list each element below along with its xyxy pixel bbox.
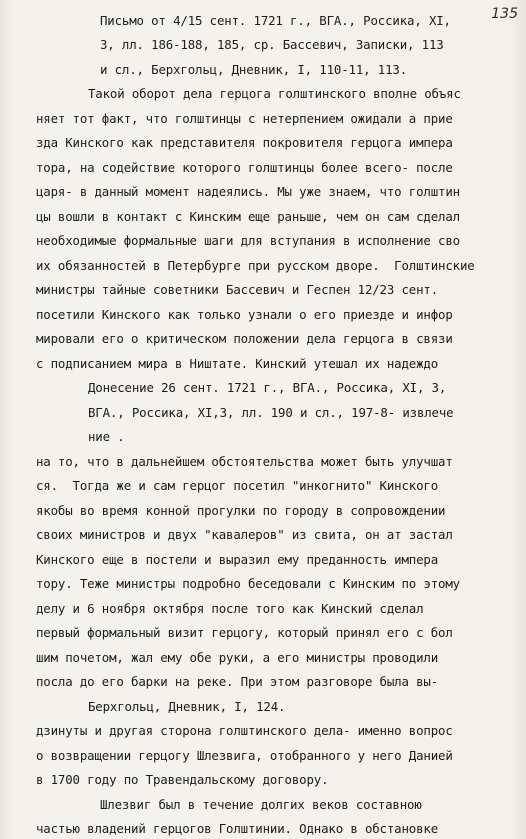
body-line-18: тору. Теже министры подробно беседовали с Кинским по этому xyxy=(36,576,460,591)
body-line-19: делу и 6 ноября октября после того как Кинский сделал xyxy=(36,601,424,616)
body-line-8: их обязанностей в Петербурге при русском дворе. Голштинские xyxy=(36,258,475,273)
body-line-1: Такой оборот дела герцога голштинского вполне объяс xyxy=(88,86,461,101)
footnote-line-7: Берхгольц, Дневник, I, 124. xyxy=(88,699,286,714)
body-line-25: в 1700 году по Травендальскому договору. xyxy=(36,772,329,787)
body-line-20: первый формальный визит герцогу, который принял его с бол xyxy=(36,625,453,640)
body-line-21: шим почетом, жал ему обе руки, а его министры проводили xyxy=(36,650,439,665)
body-line-11: мировали его о критическом положении дела герцога в связи xyxy=(36,331,453,346)
footnote-line-6: ние . xyxy=(88,429,125,444)
body-line-15: якобы во время конной прогулки по городу в сопровождении xyxy=(36,503,446,518)
body-line-23: дзинуты и другая сторона голштинского дела- именно вопрос xyxy=(36,723,453,738)
body-line-12: с подписанием мира в Ништате. Кинский утешал их надеждо xyxy=(36,356,439,371)
body-line-16: своих министров и двух "кавалеров" из свита, он ат застал xyxy=(36,527,453,542)
footnote-line-4: Донесение 26 сент. 1721 г., ВГА., Россика, XI, 3, xyxy=(88,380,447,395)
body-line-5: царя- в данный момент надеялись. Мы уже знаем, что голштин xyxy=(36,184,460,199)
page-number: 135 xyxy=(491,6,518,22)
body-line-7: необходимые формальные шаги для вступания в исполнение сво xyxy=(36,233,460,248)
body-line-2: няет тот факт, что голштинцы с нетерпением ожидали а прие xyxy=(36,111,453,126)
body-line-4: тора, на содействие которого голштинцы более всего- после xyxy=(36,160,453,175)
body-line-9: министры тайные советники Бассевич и Геспен 12/23 сент. xyxy=(36,282,439,297)
body-line-10: посетили Кинского как только узнали о его приезде и инфор xyxy=(36,307,453,322)
footnote-line-2: 3, лл. 186-188, 185, ср. Бассевич, Записки, 113 xyxy=(100,37,444,52)
footnote-line-3: и сл., Берхгольц, Дневник, I, 110-11, 113. xyxy=(100,62,408,77)
body-line-17: Кинского еще в постели и выразил ему преданность импера xyxy=(36,552,439,567)
body-line-13: на то, что в дальнейшем обстоятельства может быть улучшат xyxy=(36,454,453,469)
body-line-3: зда Кинского как представителя покровителя герцога импера xyxy=(36,135,453,150)
body-line-6: цы вошли в контакт с Кинским еще раньше, чем он сам сделал xyxy=(36,209,460,224)
body-line-24: о возвращении герцогу Шлезвига, отобранного у него Данией xyxy=(36,748,453,763)
body-line-27: частью владений герцогов Голштинии. Однако в обстановке xyxy=(36,821,439,836)
body-line-26: Шлезвиг был в течение долгих веков составною xyxy=(100,797,422,812)
footnote-line-5: ВГА., Россика, XI,3, лл. 190 и сл., 197-8- извлече xyxy=(88,405,454,420)
body-line-14: ся. Тогда же и сам герцог посетил "инкогнито" Кинского xyxy=(36,478,439,493)
body-line-22: посла до его барки на реке. При этом разговоре была вы- xyxy=(36,674,439,689)
footnote-line-1: Письмо от 4/15 сент. 1721 г., ВГА., Россика, XI, xyxy=(100,13,451,28)
